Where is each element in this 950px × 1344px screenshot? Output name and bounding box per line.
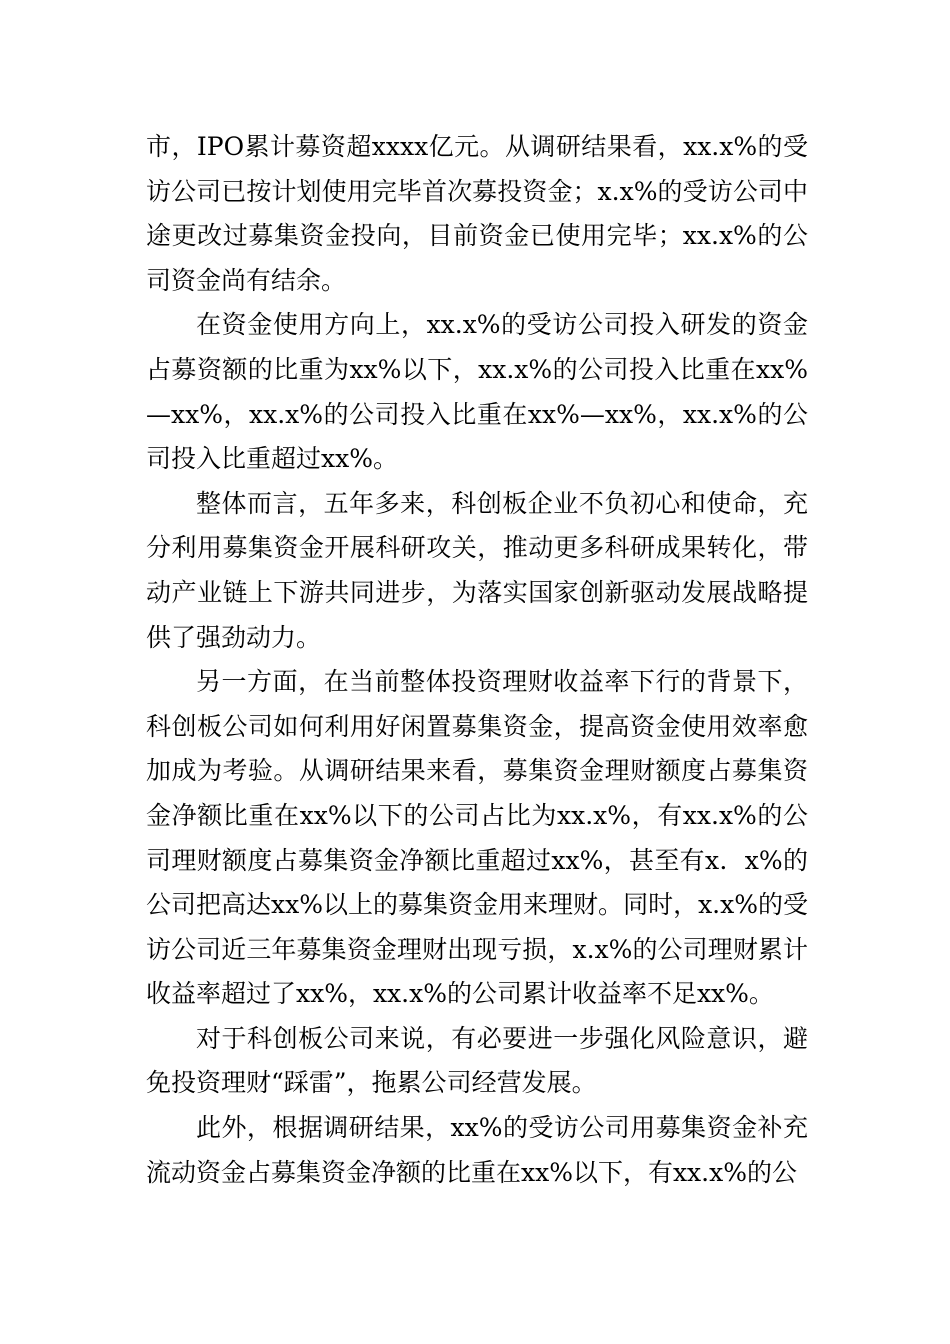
paragraph-ipo-fund-usage: 市，IPO累计募资超xxxx亿元。从调研结果看，xx.x%的受访公司已按计划使用完毕首次募投资金；x.x%的受访公司中途更改过募集资金投向，目前资金已使用完毕；xx.x%的公司资金尚有结余。 bbox=[146, 132, 808, 295]
paragraph-working-capital: 此外，根据调研结果，xx%的受访公司用募集资金补充流动资金占募集资金净额的比重在xx%以下，有xx.x%的公 bbox=[146, 1113, 808, 1187]
paragraph-risk-awareness: 对于科创板公司来说，有必要进一步强化风险意识，避免投资理财“踩雷”，拖累公司经营发展。 bbox=[146, 1023, 808, 1098]
paragraph-idle-fund-management: 另一方面，在当前整体投资理财收益率下行的背景下，科创板公司如何利用好闲置募集资金，提高资金使用效率愈加成为考验。从调研结果来看，募集资金理财额度占募集资金净额比重在xx%以下的公司占比为xx.x%，有xx.x%的公司理财额度占募集资金净额比重超过xx%，甚至有x．x%的公司把高达xx%以上的募集资金用来理财。同时，x.x%的受访公司近三年募集资金理财出现亏损，x.x%的公司理财累计收益率超过了xx%，xx.x%的公司累计收益率不足xx%。 bbox=[146, 667, 808, 1009]
paragraph-overall-summary: 整体而言，五年多来，科创板企业不负初心和使命，充分利用募集资金开展科研攻关，推动更多科研成果转化，带动产业链上下游共同进步，为落实国家创新驱动发展战略提供了强劲动力。 bbox=[146, 488, 808, 652]
document-body bbox=[146, 125, 808, 1195]
paragraph-rd-investment: 在资金使用方向上，xx.x%的受访公司投入研发的资金占募资额的比重为xx%以下，xx.x%的公司投入比重在xx%—xx%，xx.x%的公司投入比重在xx%—xx%，xx.x%的公司投入比重超过xx%。 bbox=[146, 310, 808, 474]
